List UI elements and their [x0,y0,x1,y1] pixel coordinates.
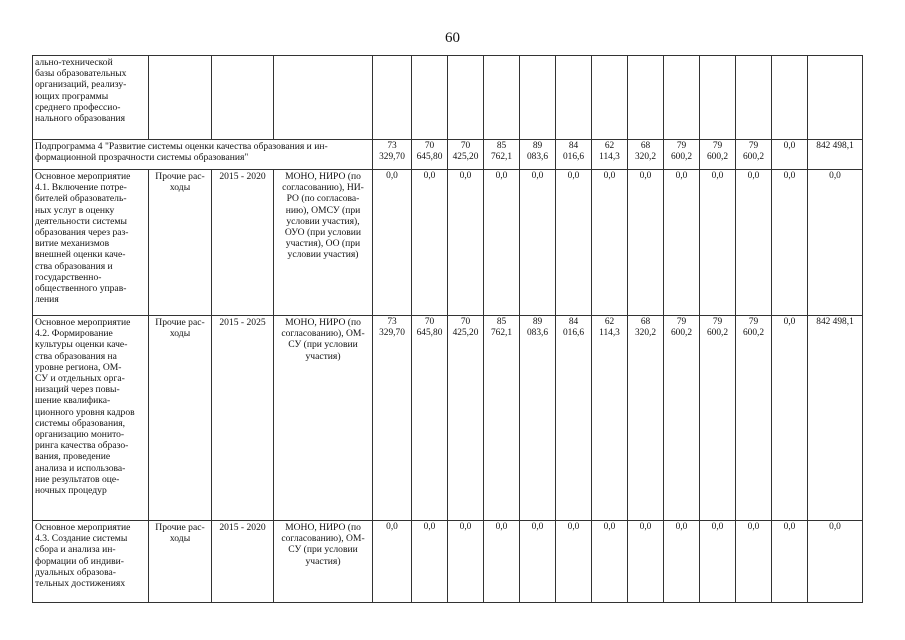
executors-cell-text: МОНО, НИРО (по согласованию), ОМ- СУ (при условии участия) [281,317,365,362]
amount-cell-text: 0,0 [423,171,436,181]
amount-cell [736,170,772,316]
subprogram-name-cell-text: Подпрограмма 4 "Развитие системы оценки качества образования и ин- формационной прозрачности системы образования" [35,141,328,164]
expenses-cell [149,521,212,603]
amount-cell-text: 79 600,2 [706,141,729,163]
period-cell [212,521,274,603]
amount-cell-text: 73 329,70 [379,317,405,339]
amount-cell-text: 0,0 [747,522,760,532]
amount-cell [520,521,556,603]
amount-cell [808,316,863,521]
amount-cell-text: 0,0 [567,171,580,181]
period-cell [212,170,274,316]
table-row [33,56,863,140]
period-cell [212,56,274,140]
amount-cell-text: 89 083,6 [526,317,549,339]
amount-cell [448,316,484,521]
amount-cell [520,56,556,140]
program-table [32,55,863,603]
amount-cell-text: 0,0 [711,171,724,181]
amount-cell [520,170,556,316]
amount-cell [484,521,520,603]
amount-cell [484,170,520,316]
amount-cell-text: 85 762,1 [490,317,513,339]
amount-cell-text: 0,0 [675,522,688,532]
amount-cell-text: 0,0 [747,171,760,181]
amount-cell [700,170,736,316]
period-cell-text: 2015 - 2025 [219,317,266,328]
amount-cell [373,521,412,603]
amount-cell [628,170,664,316]
activity-name-cell-text: Основное мероприятие 4.3. Создание системы сбора и анализа ин- формации об индиви- дуальных образова- тельных достижениях [35,522,131,590]
amount-cell-text: 0,0 [829,171,841,181]
amount-cell-text: 68 320,2 [634,317,657,339]
amount-cell [412,140,448,170]
amount-cell-text: 62 114,3 [599,317,620,339]
amount-cell [700,56,736,140]
period-cell [212,316,274,521]
amount-cell-text: 0,0 [495,171,508,181]
amount-cell-text: 842 498,1 [816,317,854,327]
amount-cell [808,56,863,140]
amount-cell [664,140,700,170]
amount-cell [592,316,628,521]
period-cell-text: 2015 - 2020 [219,522,266,533]
amount-cell-text: 70 645,80 [416,141,443,163]
amount-cell-text: 0,0 [386,522,398,532]
activity-name-cell-text: Основное мероприятие 4.2. Формирование культуры оценки каче- ства образования на уровне региона, ОМ- СУ и отдельных орга- низаций через повы- шение квалифика- ционного уровня кадров системы образования, организацию монито- ринга качества образо- вания, проведение анализа и использова- ние результатов оце- ночных процедур [35,317,135,497]
amount-cell [772,56,808,140]
amount-cell [448,521,484,603]
amount-cell-text: 0,0 [711,522,724,532]
activity-name-cell-text: ально-технической базы образовательных организаций, реализу- ющих программы среднего профессио- нального образования [35,57,127,125]
amount-cell [628,56,664,140]
activity-name-cell [33,521,149,603]
amount-cell [628,140,664,170]
amount-cell [736,316,772,521]
amount-cell [592,140,628,170]
amount-cell-text: 0,0 [531,522,544,532]
amount-cell [736,521,772,603]
amount-cell [373,140,412,170]
period-cell-text: 2015 - 2020 [219,171,266,182]
amount-cell [592,170,628,316]
amount-cell [556,170,592,316]
amount-cell-text: 84 016,6 [562,141,585,163]
amount-cell-text: 0,0 [639,171,652,181]
activity-name-cell [33,170,149,316]
expenses-cell [149,170,212,316]
amount-cell-text: 70 645,80 [416,317,443,339]
amount-cell-text: 79 600,2 [670,141,693,163]
amount-cell-text: 0,0 [675,171,688,181]
amount-cell-text: 68 320,2 [634,141,657,163]
amount-cell [700,140,736,170]
amount-cell [484,140,520,170]
activity-name-cell-text: Основное мероприятие 4.1. Включение потре- бителей образователь- ных услуг в оценку деятельности системы образования через раз- витие механизмов внешней оценки каче- ства образования и государственно- общественного управ- ления [35,171,131,306]
amount-cell [736,56,772,140]
amount-cell-text: 0,0 [459,171,472,181]
amount-cell [664,56,700,140]
amount-cell-text: 0,0 [567,522,580,532]
amount-cell [772,316,808,521]
executors-cell-text: МОНО, НИРО (по согласованию), НИ- РО (по согласова- нию), ОМСУ (при условии участия), ОУО (при условии участия), ОО (при условии участия) [282,171,364,261]
amount-cell-text: 84 016,6 [562,317,585,339]
table-row [33,170,863,316]
amount-cell-text: 0,0 [829,522,841,532]
amount-cell [808,521,863,603]
table-row [33,140,863,170]
expenses-cell [149,316,212,521]
amount-cell [664,521,700,603]
table-row [33,521,863,603]
amount-cell-text: 0,0 [639,522,652,532]
amount-cell [448,170,484,316]
amount-cell-text: 0,0 [783,522,796,532]
amount-cell [628,316,664,521]
table-body [33,56,863,603]
amount-cell [412,521,448,603]
amount-cell-text: 79 600,2 [742,317,765,339]
activity-name-cell [33,316,149,521]
amount-cell-text: 62 114,3 [599,141,620,163]
amount-cell [556,56,592,140]
executors-cell [274,316,373,521]
amount-cell-text: 0,0 [459,522,472,532]
amount-cell [484,316,520,521]
amount-cell-text: 0,0 [423,522,436,532]
amount-cell-text: 70 425,20 [452,141,479,163]
amount-cell [700,316,736,521]
amount-cell [628,521,664,603]
amount-cell [700,521,736,603]
amount-cell [448,56,484,140]
amount-cell [592,56,628,140]
amount-cell [592,521,628,603]
amount-cell-text: 0,0 [603,171,616,181]
amount-cell [808,170,863,316]
expenses-cell-text: Прочие рас- ходы [155,317,205,340]
amount-cell-text: 0,0 [495,522,508,532]
activity-name-cell [33,56,149,140]
amount-cell-text: 79 600,2 [670,317,693,339]
amount-cell [448,140,484,170]
amount-cell [373,170,412,316]
amount-cell-text: 79 600,2 [706,317,729,339]
amount-cell [664,316,700,521]
amount-cell [556,140,592,170]
executors-cell [274,56,373,140]
amount-cell-text: 0,0 [603,522,616,532]
amount-cell [484,56,520,140]
amount-cell [736,140,772,170]
amount-cell [556,316,592,521]
executors-cell-text: МОНО, НИРО (по согласованию), ОМ- СУ (при условии участия) [281,522,365,567]
subprogram-name-cell [33,140,373,170]
amount-cell-text: 0,0 [386,171,398,181]
amount-cell [520,316,556,521]
amount-cell [772,170,808,316]
amount-cell-text: 0,0 [783,317,796,327]
amount-cell [772,140,808,170]
amount-cell-text: 0,0 [783,171,796,181]
amount-cell-text: 85 762,1 [490,141,513,163]
amount-cell-text: 842 498,1 [816,141,854,151]
amount-cell [556,521,592,603]
amount-cell [373,316,412,521]
executors-cell [274,521,373,603]
page-number: 60 [445,30,460,46]
table-row [33,316,863,521]
expenses-cell-text: Прочие рас- ходы [155,522,205,545]
amount-cell [808,140,863,170]
executors-cell [274,170,373,316]
amount-cell-text: 0,0 [783,141,796,151]
amount-cell [412,316,448,521]
amount-cell [412,170,448,316]
expenses-cell-text: Прочие рас- ходы [155,171,205,194]
amount-cell [373,56,412,140]
amount-cell [412,56,448,140]
amount-cell-text: 89 083,6 [526,141,549,163]
amount-cell [664,170,700,316]
amount-cell [772,521,808,603]
amount-cell-text: 73 329,70 [379,141,405,163]
amount-cell-text: 70 425,20 [452,317,479,339]
amount-cell-text: 0,0 [531,171,544,181]
amount-cell-text: 79 600,2 [742,141,765,163]
amount-cell [520,140,556,170]
expenses-cell [149,56,212,140]
